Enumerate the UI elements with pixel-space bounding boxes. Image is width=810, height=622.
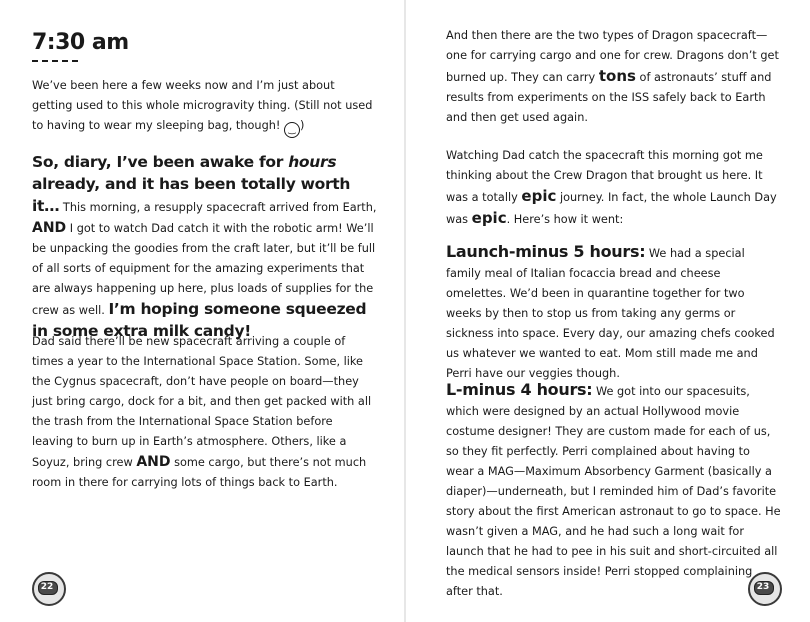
left-p1-end: ) bbox=[300, 119, 305, 132]
l-minus-4-heading: L-minus 4 hours: bbox=[446, 380, 593, 399]
left-p3-text-b: some cargo, but there’s not much room in there for carrying lots of things back to Earth. bbox=[32, 456, 367, 489]
astronaut-helmet-icon bbox=[32, 572, 66, 606]
right-p2-text-c: . Here’s how it went: bbox=[506, 213, 624, 226]
hours-emphasis: hours bbox=[288, 153, 337, 171]
right-p3-body: We had a special family meal of Italian focaccia bread and cheese omelettes. We’d been in quarantine together for two weeks by then to stop us from taking any germs or sickness into space. Every day, our amazing chefs cooked us whatever we wanted to eat. Mom still made me and Perri have our veggies though. bbox=[446, 247, 775, 380]
and-emphasis-2: AND bbox=[136, 454, 171, 470]
right-p2-text-b: journey. In fact, the whole Launch Day was bbox=[446, 191, 777, 226]
left-p3-text-a: Dad said there’ll be new spacecraft arriving a couple of times a year to the International Space Station. Some, like the Cygnus spacecraft, don’t have people on board—they just bring cargo, dock for a bit, and then get packed with all the trash from the International Space Station before leaving to burn up in Earth’s atmosphere. Others, like a Soyuz, bring crew bbox=[32, 335, 372, 469]
milk-candy-emphasis: I’m hoping someone squeezed in some extra milk candy! bbox=[32, 300, 367, 340]
right-p1-text-a: And then there are the two types of Dragon spacecraft—one for carrying cargo and one for crew. Dragons don’t get burned up. They can carry bbox=[446, 29, 779, 84]
right-p1-text-b: of astronauts’ stuff and results from experiments on the ISS safely back to Earth and then get used again. bbox=[446, 71, 772, 124]
and-emphasis-1: AND bbox=[32, 220, 67, 236]
left-p2-text-c: This morning, a resupply spacecraft arrived from Earth, bbox=[59, 201, 377, 214]
right-p2-text-a: Watching Dad catch the spacecraft this morning got me thinking about the Crew Dragon that brought us here. It was a totally bbox=[446, 149, 763, 204]
epic-emphasis-1: epic bbox=[521, 187, 557, 205]
heading-underline bbox=[32, 60, 78, 62]
launch-minus-5-heading: Launch-minus 5 hours: bbox=[446, 242, 646, 261]
epic-emphasis-2: epic bbox=[471, 209, 507, 227]
right-page bbox=[405, 0, 810, 622]
page-number-left: 22 bbox=[40, 582, 54, 592]
right-paragraph-4 bbox=[446, 380, 781, 602]
right-p4-body: We got into our spacesuits, which were designed by an actual Hollywood movie costume designer! They are custom made for each of us, so they fit perfectly. Perri complained about having to wear a MAG—Maximum Absorbency Garment (basically a diaper)—underneath, but I reminded him of Dad’s favorite story about the first American astronaut to go to space. He wasn’t given a MAG, and he had such a long wait for launch that he had to pee in his suit and short-circuited all the medical sensors inside! Perri stopped complaining after that. bbox=[446, 385, 781, 598]
left-paragraph-3 bbox=[32, 332, 377, 493]
left-p1-text: We’ve been here a few weeks now and I’m just about getting used to this whole microgravity thing. (Still not used to having to wear my sleeping bag, though! bbox=[32, 79, 373, 132]
right-paragraph-3 bbox=[446, 242, 781, 384]
right-paragraph-1 bbox=[446, 26, 781, 128]
time-heading: 7:30 am bbox=[32, 30, 129, 55]
right-paragraph-2 bbox=[446, 146, 781, 230]
left-paragraph-2 bbox=[32, 152, 377, 343]
page-number-right: 23 bbox=[756, 582, 770, 592]
astronaut-helmet-icon bbox=[748, 572, 782, 606]
tons-emphasis: tons bbox=[598, 67, 636, 85]
left-paragraph-1 bbox=[32, 76, 377, 138]
smiley-face-icon: ‿ bbox=[284, 122, 300, 138]
left-p2-text-d: I got to watch Dad catch it with the robotic arm! We’ll be unpacking the goodies from the craft later, but it’ll be full of all sorts of equipment for the amazing experiments that are always happening up here, plus loads of supplies for the crew as well. bbox=[32, 222, 376, 317]
diary-intro-b: already, and it has been totally worth it… bbox=[32, 175, 351, 215]
diary-intro-a: So, diary, I’ve been awake for bbox=[32, 153, 289, 171]
